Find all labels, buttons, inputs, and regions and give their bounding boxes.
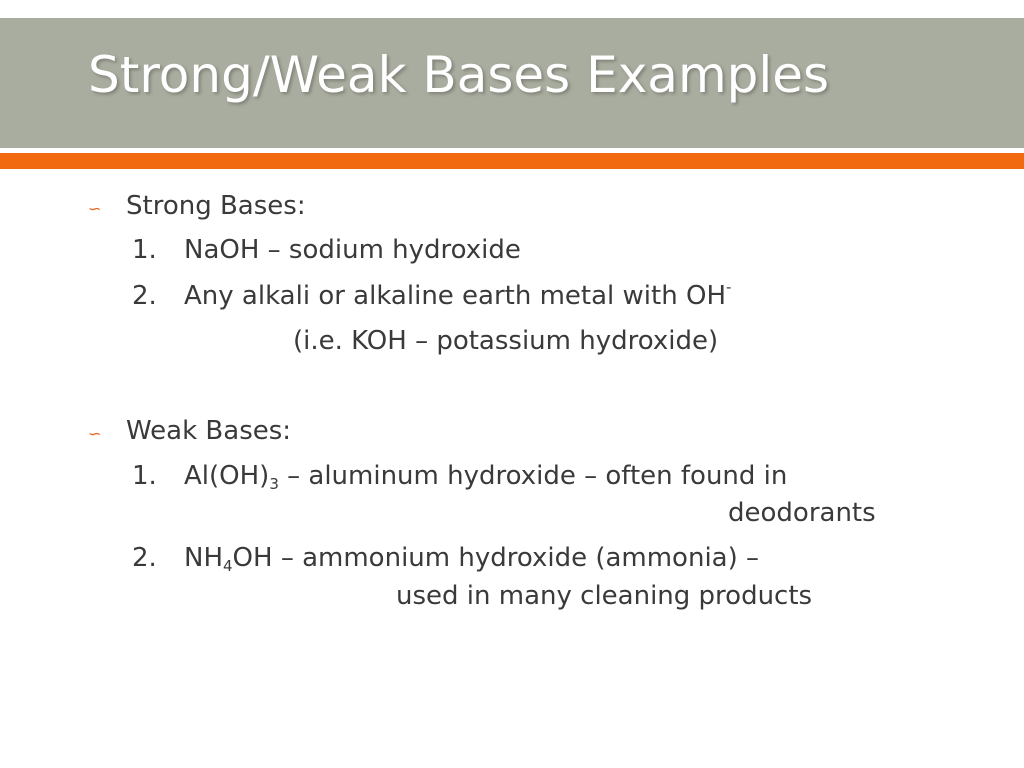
weak-item-2: [132, 542, 759, 574]
list-item-text: OH – ammonium hydroxide (ammonia) –: [232, 543, 760, 573]
bullet-icon: ∽: [88, 424, 102, 443]
weak-item-2-continuation: used in many cleaning products: [396, 581, 813, 611]
strong-item-1: [132, 234, 521, 266]
strong-item-2: [132, 280, 731, 312]
strong-bases-heading: Strong Bases:: [126, 191, 306, 221]
subscript: 3: [269, 475, 279, 493]
bullet-icon: ∽: [88, 199, 102, 218]
superscript: -: [726, 278, 732, 296]
list-item-text: NaOH – sodium hydroxide: [184, 235, 521, 265]
subscript: 4: [223, 557, 233, 575]
weak-item-1-continuation: deodorants: [728, 498, 876, 528]
list-number: 2.: [132, 281, 157, 311]
list-item-text: Any alkali or alkaline earth metal with OH: [184, 281, 726, 311]
strong-item-2-continuation: (i.e. KOH – potassium hydroxide): [293, 326, 719, 356]
list-number: 1.: [132, 461, 157, 491]
weak-bases-heading: Weak Bases:: [126, 416, 292, 446]
list-number: 1.: [132, 235, 157, 265]
slide-title: Strong/Weak Bases Examples: [88, 46, 830, 104]
weak-item-1: [132, 460, 787, 492]
formula-text: Al(OH): [184, 461, 270, 491]
list-number: 2.: [132, 543, 157, 573]
list-item-text: – aluminum hydroxide – often found in: [278, 461, 788, 491]
formula-text: NH: [184, 543, 223, 573]
